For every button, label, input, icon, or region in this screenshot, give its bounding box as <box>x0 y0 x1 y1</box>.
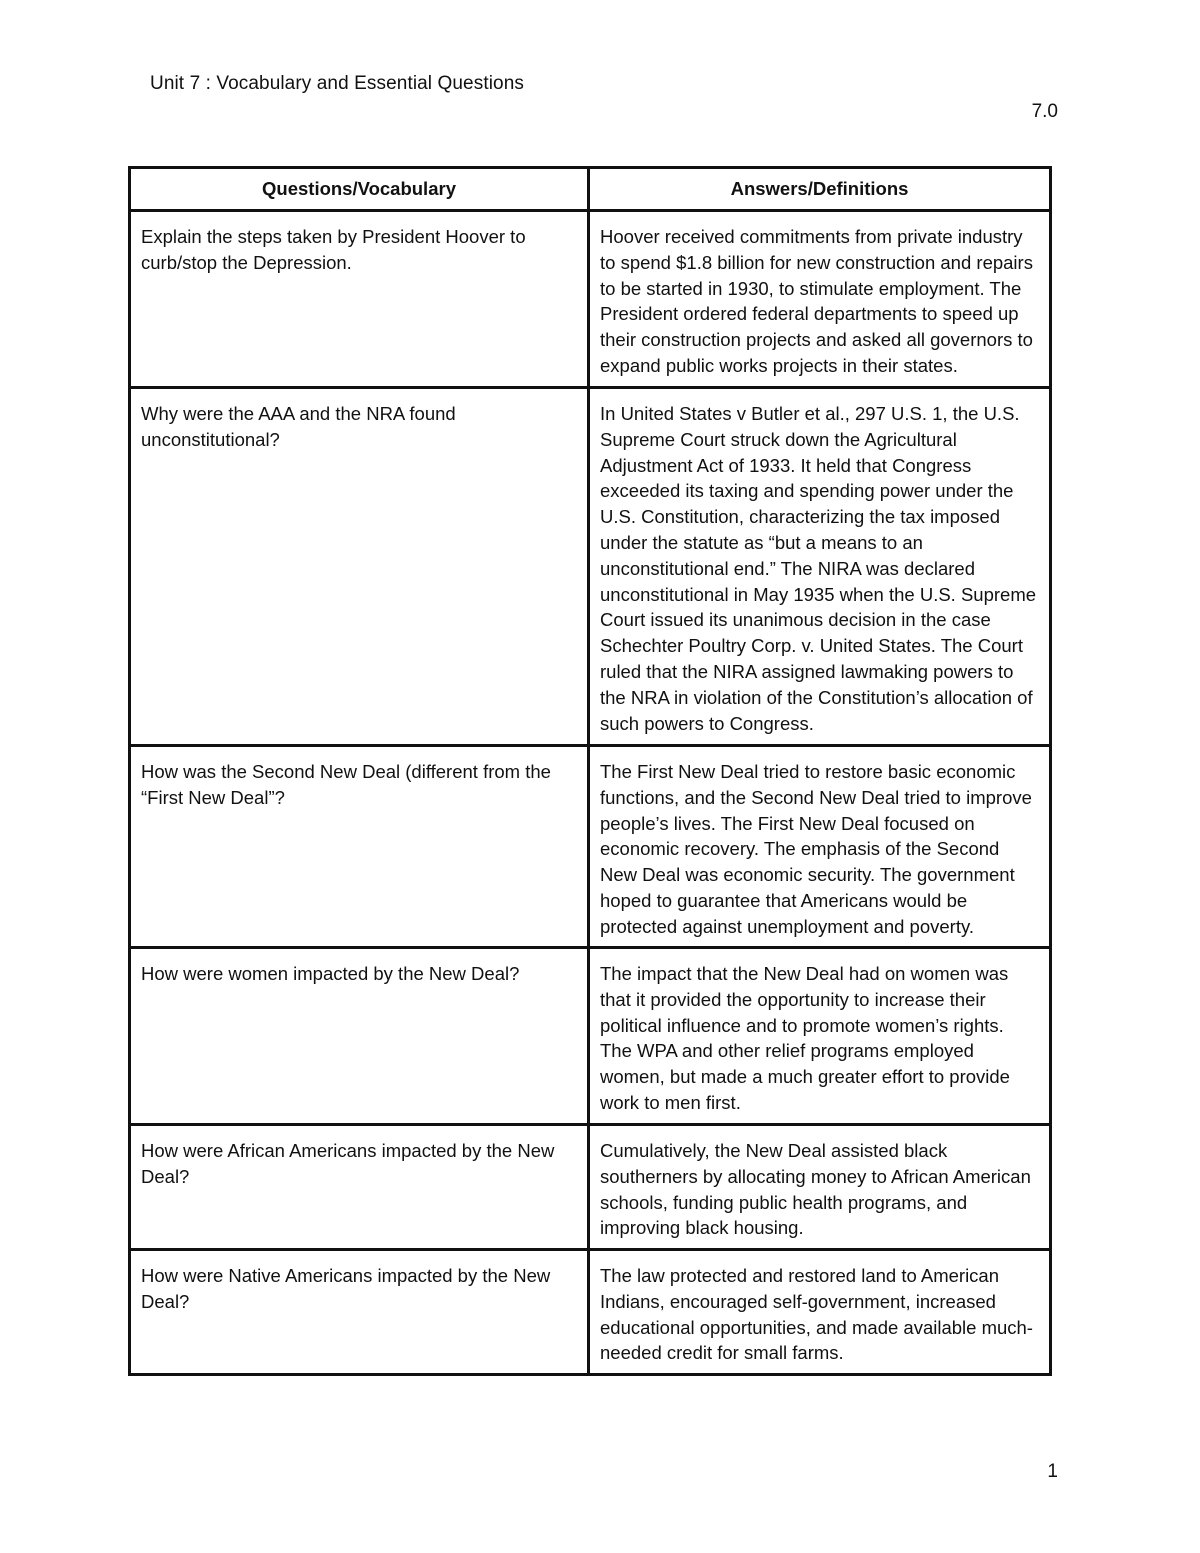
table-row <box>130 388 1051 746</box>
question-cell: Why were the AAA and the NRA found unconstitutional? <box>130 388 589 746</box>
table-row <box>130 211 1051 388</box>
table-row <box>130 1125 1051 1250</box>
column-header-answers: Answers/Definitions <box>589 168 1051 211</box>
table-header-row <box>130 168 1051 211</box>
answer-cell: Hoover received commitments from private industry to spend $1.8 billion for new construction and repairs to be started in 1930, to stimulate employment. The President ordered federal departments to speed up their construction projects and asked all governors to expand public works projects in their states. <box>589 211 1051 388</box>
answer-cell: Cumulatively, the New Deal assisted black southerners by allocating money to African American schools, funding public health programs, and improving black housing. <box>589 1125 1051 1250</box>
question-cell: Explain the steps taken by President Hoover to curb/stop the Depression. <box>130 211 589 388</box>
section-number: 7.0 <box>1031 101 1058 122</box>
question-cell: How were African Americans impacted by the New Deal? <box>130 1125 589 1250</box>
question-cell: How was the Second New Deal (different from the “First New Deal”? <box>130 746 589 948</box>
table-row <box>130 1250 1051 1375</box>
column-header-questions: Questions/Vocabulary <box>130 168 589 211</box>
table-row <box>130 746 1051 948</box>
answer-cell: The law protected and restored land to American Indians, encouraged self-government, increased educational opportunities, and made available much-needed credit for small farms. <box>589 1250 1051 1375</box>
question-cell: How were women impacted by the New Deal? <box>130 948 589 1125</box>
table-row <box>130 948 1051 1125</box>
answer-cell: In United States v Butler et al., 297 U.S. 1, the U.S. Supreme Court struck down the Agricultural Adjustment Act of 1933. It held that Congress exceeded its taxing and spending power under the U.S. Constitution, characterizing the tax imposed under the statute as “but a means to an unconstitutional end.” The NIRA was declared unconstitutional in May 1935 when the U.S. Supreme Court issued its unanimous decision in the case Schechter Poultry Corp. v. United States. The Court ruled that the NIRA assigned lawmaking powers to the NRA in violation of the Constitution’s allocation of such powers to Congress. <box>589 388 1051 746</box>
qa-table <box>128 166 1052 1376</box>
answer-cell: The First New Deal tried to restore basic economic functions, and the Second New Deal tried to improve people’s lives. The First New Deal focused on economic recovery. The emphasis of the Second New Deal was economic security. The government hoped to guarantee that Americans would be protected against unemployment and poverty. <box>589 746 1051 948</box>
page-title: Unit 7 : Vocabulary and Essential Questions <box>150 73 524 94</box>
question-cell: How were Native Americans impacted by the New Deal? <box>130 1250 589 1375</box>
answer-cell: The impact that the New Deal had on women was that it provided the opportunity to increase their political influence and to promote women’s rights. The WPA and other relief programs employed women, but made a much greater effort to provide work to men first. <box>589 948 1051 1125</box>
page-number: 1 <box>1047 1461 1058 1482</box>
